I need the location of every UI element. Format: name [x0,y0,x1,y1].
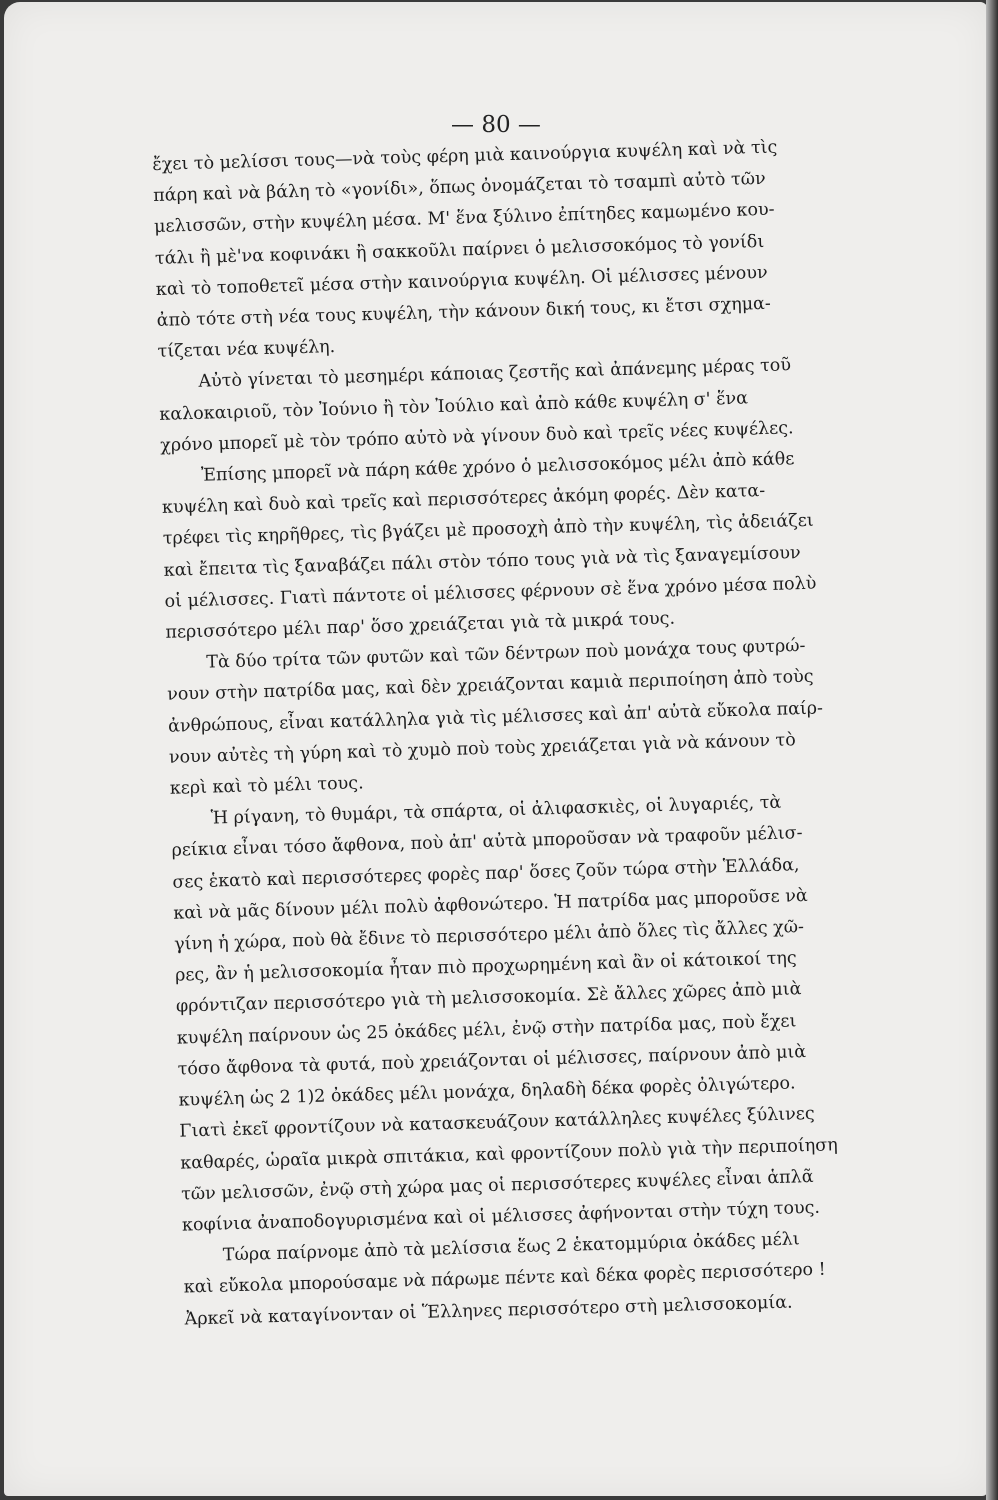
text-line: νουν στὴν πατρίδα μας, καὶ δὲν χρειάζονται καμιὰ περιποίηση ἀπὸ τοὺς [166,667,814,706]
text-line: οἱ μέλισσες. Γιατὶ πάντοτε οἱ μέλισσες φέρνουν σὲ ἕνα χρόνο μέσα πολὺ [164,573,817,612]
text-line: τῶν μελισσῶν, ἐνῷ στὴ χώρα μας οἱ περισσότερες κυψέλες εἶναι ἁπλᾶ [180,1166,814,1205]
text-line: καλοκαιριοῦ, τὸν Ἰούνιο ἢ τὸν Ἰούλιο καὶ ἀπὸ κάθε κυψέλη σ' ἕνα [159,388,749,425]
text-line: καὶ τὸ τοποθετεῖ μέσα στὴν καινούργια κυψέλη. Οἱ μέλισσες μένουν [155,262,768,300]
text-line: ἀνθρώπους, εἶναι κατάλληλα γιὰ τὶς μέλισσες καὶ ἀπ' αὐτὰ εὔκολα παίρ- [167,698,824,737]
text-line: καὶ ἔπειτα τὶς ξαναβάζει πάλι στὸν τόπο τους γιὰ νὰ τὶς ξαναγεμίσουν [163,542,801,581]
text-line: καὶ εὔκολα μπορούσαμε νὰ πάρωμε πέντε καὶ δέκα φορὲς περισσότερο ! [183,1259,826,1298]
text-line: κυψέλη καὶ δυὸ καὶ τρεῖς καὶ περισσότερες ἀκόμη φορές. Δὲν κατα- [161,481,766,519]
page-number: — 80 — [451,112,541,138]
text-line: Ἀρκεῖ νὰ καταγίνονταν οἱ Ἕλληνες περισσότερο στὴ μελισσοκομία. [184,1292,793,1330]
scan-edge-shadow [986,0,998,1500]
text-line: σες ἑκατὸ καὶ περισσότερες φορὲς παρ' ὅσες ζοῦν τώρα στὴν Ἑλλάδα, [172,854,800,893]
text-line: τίζεται νέα κυψέλη. [157,337,336,363]
text-line: Γιατὶ ἐκεῖ φροντίζουν νὰ κατασκευάζουν κατάλληλες κυψέλες ξύλινες [179,1104,815,1142]
text-line: τόσο ἄφθονα τὰ φυτά, ποὺ χρειάζονται οἱ μέλισσες, παίρνουν ἀπὸ μιὰ [177,1041,807,1080]
body-text [152,128,965,1335]
text-line: καὶ νὰ μᾶς δίνουν μέλι πολὺ ἀφθονώτερο. Ἡ πατρίδα μας μποροῦσε νὰ [173,885,809,924]
text-line: καθαρές, ὡραῖα μικρὰ σπιτάκια, καὶ φροντίζουν πολὺ γιὰ τὴν περιποίηση [180,1134,838,1174]
paragraph-first-line: Ἐπίσης μπορεῖ νὰ πάρη κάθε χρόνο ὁ μελισσοκόμος μέλι ἀπὸ κάθε [200,449,795,486]
text-line: τρέφει τὶς κηρῆθρες, τὶς βγάζει μὲ προσοχὴ ἀπὸ τὴν κυψέλη, τὶς ἀδειάζει [162,511,814,550]
paragraph-first-line: Τὰ δύο τρίτα τῶν φυτῶν καὶ τῶν δέντρων ποὺ μονάχα τους φυτρώ- [206,636,806,673]
text-line: ρες, ἂν ἡ μελισσοκομία ἦταν πιὸ προχωρημένη καὶ ἂν οἱ κάτοικοί της [174,948,797,986]
text-line: κυψέλη ὡς 2 1)2 ὀκάδες μέλι μονάχα, δηλαδὴ δέκα φορὲς ὀλιγώτερο. [178,1073,796,1111]
text-line: πάρη καὶ νὰ βάλη τὸ «γονίδι», ὅπως ὀνομάζεται τὸ τσαμπὶ αὐτὸ τῶν [153,169,766,207]
paragraph-first-line: Αὐτὸ γίνεται τὸ μεσημέρι κάποιας ζεστῆς καὶ ἀπάνεμης μέρας τοῦ [198,355,792,393]
paragraph-first-line: Τώρα παίρνομε ἀπὸ τὰ μελίσσια ἕως 2 ἑκατομμύρια ὀκάδες μέλι [222,1229,800,1266]
text-line: κερὶ καὶ τὸ μέλι τους. [169,773,364,799]
text-line: ἔχει τὸ μελίσσι τους—νὰ τοὺς φέρη μιὰ καινούργια κυψέλη καὶ νὰ τὶς [152,137,778,175]
text-line: κυψέλη παίρνουν ὡς 25 ὀκάδες μέλι, ἐνῷ στὴν πατρίδα μας, ποὺ ἔχει [176,1011,797,1049]
text-line: χρόνο μπορεῖ μὲ τὸν τρόπο αὐτὸ νὰ γίνουν δυὸ καὶ τρεῖς νέες κυψέλες. [159,418,794,456]
book-page [4,2,988,1496]
text-line: νουν αὐτὲς τὴ γύρη καὶ τὸ χυμὸ ποὺ τοὺς χρειάζεται γιὰ νὰ κάνουν τὸ [168,730,797,768]
paragraph-first-line: Ἡ ρίγανη, τὸ θυμάρι, τὰ σπάρτα, οἱ ἀλιφασκιὲς, οἱ λυγαριές, τὰ [210,792,782,829]
text-line: περισσότερο μέλι παρ' ὅσο χρειάζεται γιὰ τὰ μικρά τους. [165,608,676,643]
text-line: κοφίνια ἀναποδογυρισμένα καὶ οἱ μέλισσες ἀφήνονται στὴν τύχη τους. [181,1197,821,1236]
text-line: ρείκια εἶναι τόσο ἄφθονα, ποὺ ἀπ' αὐτὰ μποροῦσαν νὰ τραφοῦν μέλισ- [171,823,803,862]
text-line: μελισσῶν, στὴν κυψέλη μέσα. Μ' ἕνα ξύλινο ἐπίτηδες καμωμένο κου- [153,200,775,238]
text-line: φρόντιζαν περισσότερο γιὰ τὴ μελισσοκομία. Σὲ ἄλλες χῶρες ἀπὸ μιὰ [175,979,802,1018]
text-line: τάλι ἢ μὲ'να κοφινάκι ἢ σακκοῦλι παίρνει ὁ μελισσοκόμος τὸ γονίδι [154,231,765,269]
text-line: ἀπὸ τότε στὴ νέα τους κυψέλη, τὴν κάνουν δική τους, κι ἔτσι σχημα- [156,293,772,331]
text-line: γίνη ἡ χώρα, ποὺ θὰ ἔδινε τὸ περισσότερο μέλι ἀπὸ ὅλες τὶς ἄλλες χῶ- [173,917,805,955]
